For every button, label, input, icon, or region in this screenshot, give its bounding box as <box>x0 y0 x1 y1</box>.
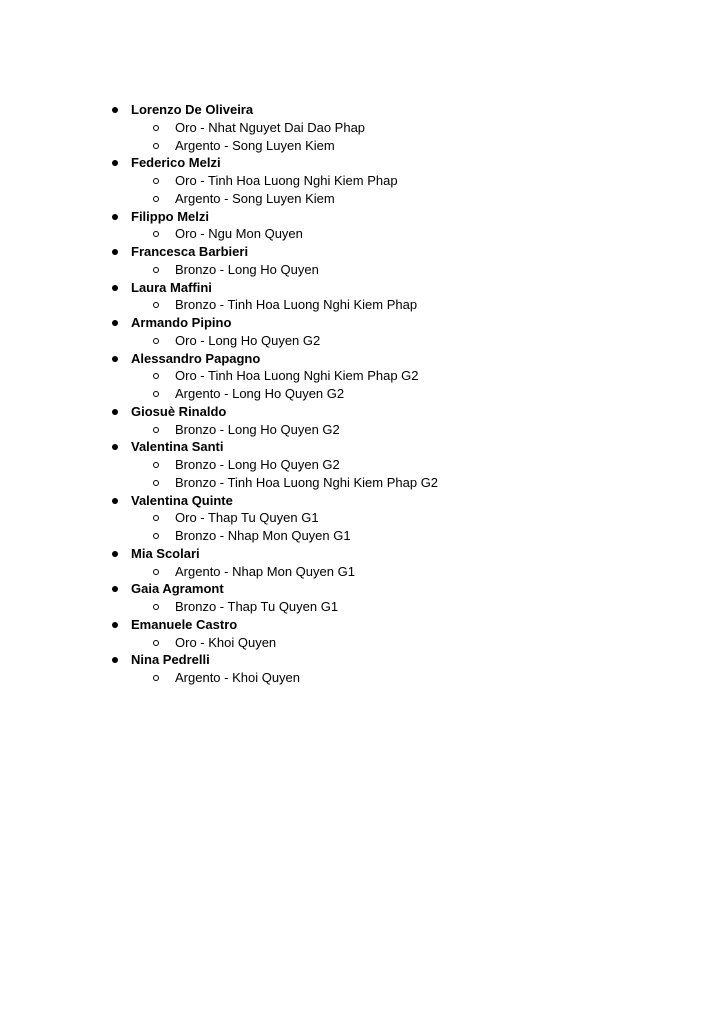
medal-item <box>112 527 672 545</box>
hollow-bullet-icon <box>153 391 159 397</box>
medal-text: Oro - Thap Tu Quyen G1 <box>175 510 319 526</box>
filled-bullet-icon <box>112 657 118 663</box>
athlete-row <box>112 314 672 332</box>
medal-item <box>112 385 672 403</box>
medal-text: Argento - Song Luyen Kiem <box>175 137 335 153</box>
hollow-bullet-icon <box>153 569 159 575</box>
medal-item <box>112 119 672 137</box>
hollow-bullet-icon <box>153 338 159 344</box>
filled-bullet-icon <box>112 622 118 628</box>
athlete-item <box>112 580 672 616</box>
medal-item <box>112 421 672 439</box>
medal-item <box>112 225 672 243</box>
medal-item <box>112 474 672 492</box>
medal-text: Bronzo - Long Ho Quyen G2 <box>175 421 340 437</box>
hollow-bullet-icon <box>153 604 159 610</box>
athlete-name: Mia Scolari <box>131 545 200 561</box>
hollow-bullet-icon <box>153 267 159 273</box>
athlete-item <box>112 403 672 439</box>
athlete-row <box>112 545 672 563</box>
athlete-name: Federico Melzi <box>131 155 221 171</box>
athlete-name: Filippo Melzi <box>131 208 209 224</box>
hollow-bullet-icon <box>153 231 159 237</box>
filled-bullet-icon <box>112 107 118 113</box>
athlete-row <box>112 350 672 368</box>
hollow-bullet-icon <box>153 640 159 646</box>
athlete-row <box>112 243 672 261</box>
filled-bullet-icon <box>112 551 118 557</box>
medal-text: Argento - Khoi Quyen <box>175 670 301 685</box>
medal-text: Oro - Ngu Mon Quyen <box>175 226 303 242</box>
medal-text: Argento - Nhap Mon Quyen G1 <box>175 563 355 579</box>
athlete-item <box>112 545 672 581</box>
medal-item <box>112 669 672 687</box>
medal-item <box>112 296 672 314</box>
athlete-name: Valentina Santi <box>131 439 224 455</box>
athlete-item <box>112 651 672 687</box>
athlete-name: Laura Maffini <box>131 279 212 295</box>
medal-item <box>112 598 672 616</box>
medal-item <box>112 172 672 190</box>
hollow-bullet-icon <box>153 373 159 379</box>
athlete-row <box>112 651 672 669</box>
hollow-bullet-icon <box>153 196 159 202</box>
medal-text: Oro - Khoi Quyen <box>175 634 277 650</box>
athlete-item <box>112 314 672 350</box>
hollow-bullet-icon <box>153 427 159 433</box>
filled-bullet-icon <box>112 249 118 255</box>
medal-text: Bronzo - Long Ho Quyen G2 <box>175 457 340 472</box>
filled-bullet-icon <box>112 586 118 592</box>
hollow-bullet-icon <box>153 515 159 521</box>
medal-item <box>112 367 672 385</box>
athlete-item <box>112 101 672 154</box>
athlete-item <box>112 438 672 491</box>
athlete-row <box>112 616 672 634</box>
athlete-row <box>112 492 672 510</box>
filled-bullet-icon <box>112 409 118 415</box>
athlete-row <box>112 279 672 297</box>
medal-text: Bronzo - Long Ho Quyen <box>175 261 319 277</box>
hollow-bullet-icon <box>153 143 159 149</box>
athlete-item <box>112 350 672 403</box>
filled-bullet-icon <box>112 498 118 504</box>
hollow-bullet-icon <box>153 462 159 468</box>
filled-bullet-icon <box>112 356 118 362</box>
athlete-name: Valentina Quinte <box>131 492 233 508</box>
medal-text: Argento - Long Ho Quyen G2 <box>175 386 345 401</box>
athlete-name: Lorenzo De Oliveira <box>131 102 254 117</box>
athlete-name: Nina Pedrelli <box>131 652 210 668</box>
medal-item <box>112 190 672 208</box>
medal-text: Bronzo - Nhap Mon Quyen G1 <box>175 528 351 543</box>
athlete-item <box>112 208 672 244</box>
athlete-item <box>112 243 672 279</box>
athlete-item <box>112 279 672 315</box>
medal-text: Argento - Song Luyen Kiem <box>175 190 335 206</box>
hollow-bullet-icon <box>153 675 159 681</box>
athlete-row <box>112 403 672 421</box>
athlete-item <box>112 492 672 545</box>
medal-text: Oro - Nhat Nguyet Dai Dao Phap <box>175 119 366 135</box>
medal-text: Oro - Tinh Hoa Luong Nghi Kiem Phap G2 <box>175 368 419 384</box>
athlete-row <box>112 580 672 598</box>
medal-list <box>112 101 672 687</box>
hollow-bullet-icon <box>153 125 159 131</box>
hollow-bullet-icon <box>153 302 159 308</box>
medal-text: Bronzo - Tinh Hoa Luong Nghi Kiem Phap G2 <box>175 474 439 490</box>
filled-bullet-icon <box>112 214 118 220</box>
hollow-bullet-icon <box>153 533 159 539</box>
athlete-row <box>112 438 672 456</box>
athlete-name: Emanuele Castro <box>131 616 238 632</box>
medal-item <box>112 137 672 155</box>
medal-text: Bronzo - Thap Tu Quyen G1 <box>175 599 339 614</box>
hollow-bullet-icon <box>153 480 159 486</box>
medal-text: Oro - Tinh Hoa Luong Nghi Kiem Phap <box>175 173 398 188</box>
athlete-name: Giosuè Rinaldo <box>131 403 227 419</box>
medal-item <box>112 261 672 279</box>
athlete-row <box>112 154 672 172</box>
hollow-bullet-icon <box>153 178 159 184</box>
athlete-name: Alessandro Papagno <box>131 350 261 366</box>
medal-item <box>112 509 672 527</box>
medal-item <box>112 456 672 474</box>
filled-bullet-icon <box>112 320 118 326</box>
athlete-name: Gaia Agramont <box>131 581 224 597</box>
athlete-name: Francesca Barbieri <box>131 244 249 259</box>
medal-item <box>112 634 672 652</box>
athlete-item <box>112 154 672 207</box>
filled-bullet-icon <box>112 285 118 291</box>
athlete-name: Armando Pipino <box>131 315 232 330</box>
filled-bullet-icon <box>112 444 118 450</box>
athlete-item <box>112 616 672 652</box>
medal-text: Bronzo - Tinh Hoa Luong Nghi Kiem Phap <box>175 297 418 313</box>
filled-bullet-icon <box>112 160 118 166</box>
medal-item <box>112 332 672 350</box>
athlete-row <box>112 208 672 226</box>
athlete-row <box>112 101 672 119</box>
medal-text: Oro - Long Ho Quyen G2 <box>175 332 321 348</box>
medal-item <box>112 563 672 581</box>
